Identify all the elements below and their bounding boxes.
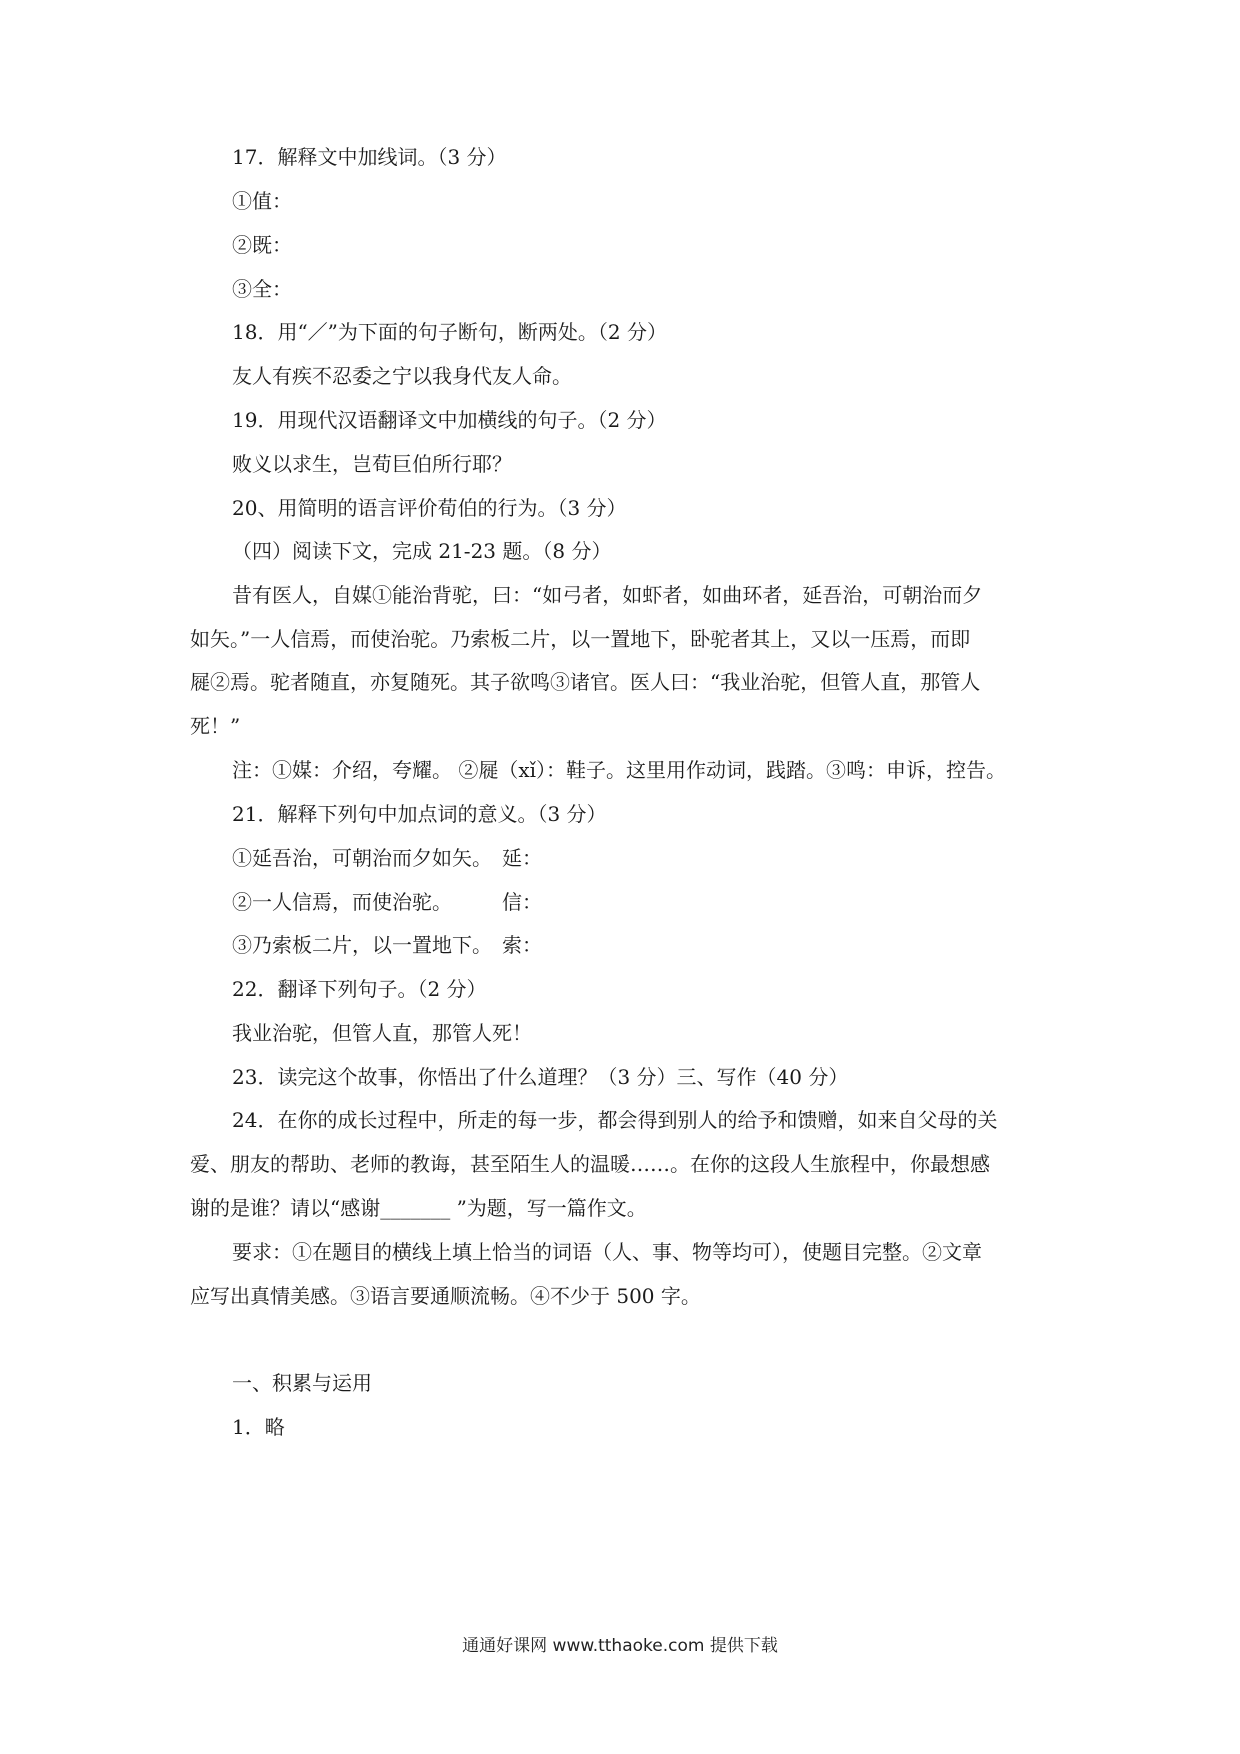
requirements-line-1: 要求：①在题目的横线上填上恰当的词语（人、事、物等均可），使题目完整。②文章: [232, 1240, 982, 1264]
q21-item-1: ①延吾治，可朝治而夕如矢。 延：: [232, 846, 542, 870]
q22-sentence: 我业治驼，但管人直，那管人死！: [232, 1021, 532, 1045]
question-22: 22．翻译下列句子。（2 分）: [232, 977, 487, 1001]
q17-item-3: ③全：: [232, 277, 292, 301]
q17-item-1: ①值：: [232, 189, 292, 213]
answer-1: 1．略: [232, 1415, 285, 1439]
question-18: 18．用“／”为下面的句子断句，断两处。（2 分）: [232, 320, 667, 344]
question-23: 23．读完这个故事，你悟出了什么道理？（3 分）三、写作（40 分）: [232, 1065, 849, 1089]
question-24-line-1: 24．在你的成长过程中，所走的每一步，都会得到别人的给予和馈赠，如来自父母的关: [232, 1108, 998, 1132]
question-19: 19．用现代汉语翻译文中加横线的句子。（2 分）: [232, 408, 667, 432]
q18-sentence: 友人有疾不忍委之宁以我身代友人命。: [232, 364, 572, 388]
passage-line-3: 屣②焉。驼者随直，亦复随死。其子欲鸣③诸官。医人曰：“我业治驼，但管人直，那管人: [190, 670, 981, 694]
passage-line-4: 死！”: [190, 714, 241, 738]
q21-item-3: ③乃索板二片，以一置地下。 索：: [232, 933, 542, 957]
page-footer: 通通好课网 www.tthaoke.com 提供下载: [462, 1636, 778, 1656]
q21-item-2: ②一人信焉，而使治驼。 信：: [232, 890, 542, 914]
passage-notes: 注：①媒：介绍，夸耀。 ②屣（xǐ）：鞋子。这里用作动词，践踏。③鸣：申诉，控告。: [232, 758, 1007, 782]
question-20: 20、用简明的语言评价荀伯的行为。（3 分）: [232, 496, 627, 520]
question-24-line-2: 爱、朋友的帮助、老师的教诲，甚至陌生人的温暖……。在你的这段人生旅程中，你最想感: [190, 1152, 990, 1176]
q19-sentence: 败义以求生，岂荀巨伯所行耶？: [232, 452, 512, 476]
section-4-heading: （四）阅读下文，完成 21-23 题。（8 分）: [232, 539, 612, 563]
q17-item-2: ②既：: [232, 233, 292, 257]
question-21: 21．解释下列句中加点词的意义。（3 分）: [232, 802, 607, 826]
question-17: 17．解释文中加线词。（3 分）: [232, 145, 507, 169]
requirements-line-2: 应写出真情美感。③语言要通顺流畅。④不少于 500 字。: [190, 1284, 701, 1308]
passage-line-1: 昔有医人，自媒①能治背驼，曰：“如弓者，如虾者，如曲环者，延吾治，可朝治而夕: [232, 583, 983, 607]
answer-section-heading: 一、积累与运用: [232, 1371, 372, 1395]
question-24-line-3: 谢的是谁？请以“感谢_______ ”为题，写一篇作文。: [190, 1196, 647, 1220]
passage-line-2: 如矢。”一人信焉，而使治驼。乃索板二片，以一置地下，卧驼者其上，又以一压焉，而即: [190, 627, 971, 651]
